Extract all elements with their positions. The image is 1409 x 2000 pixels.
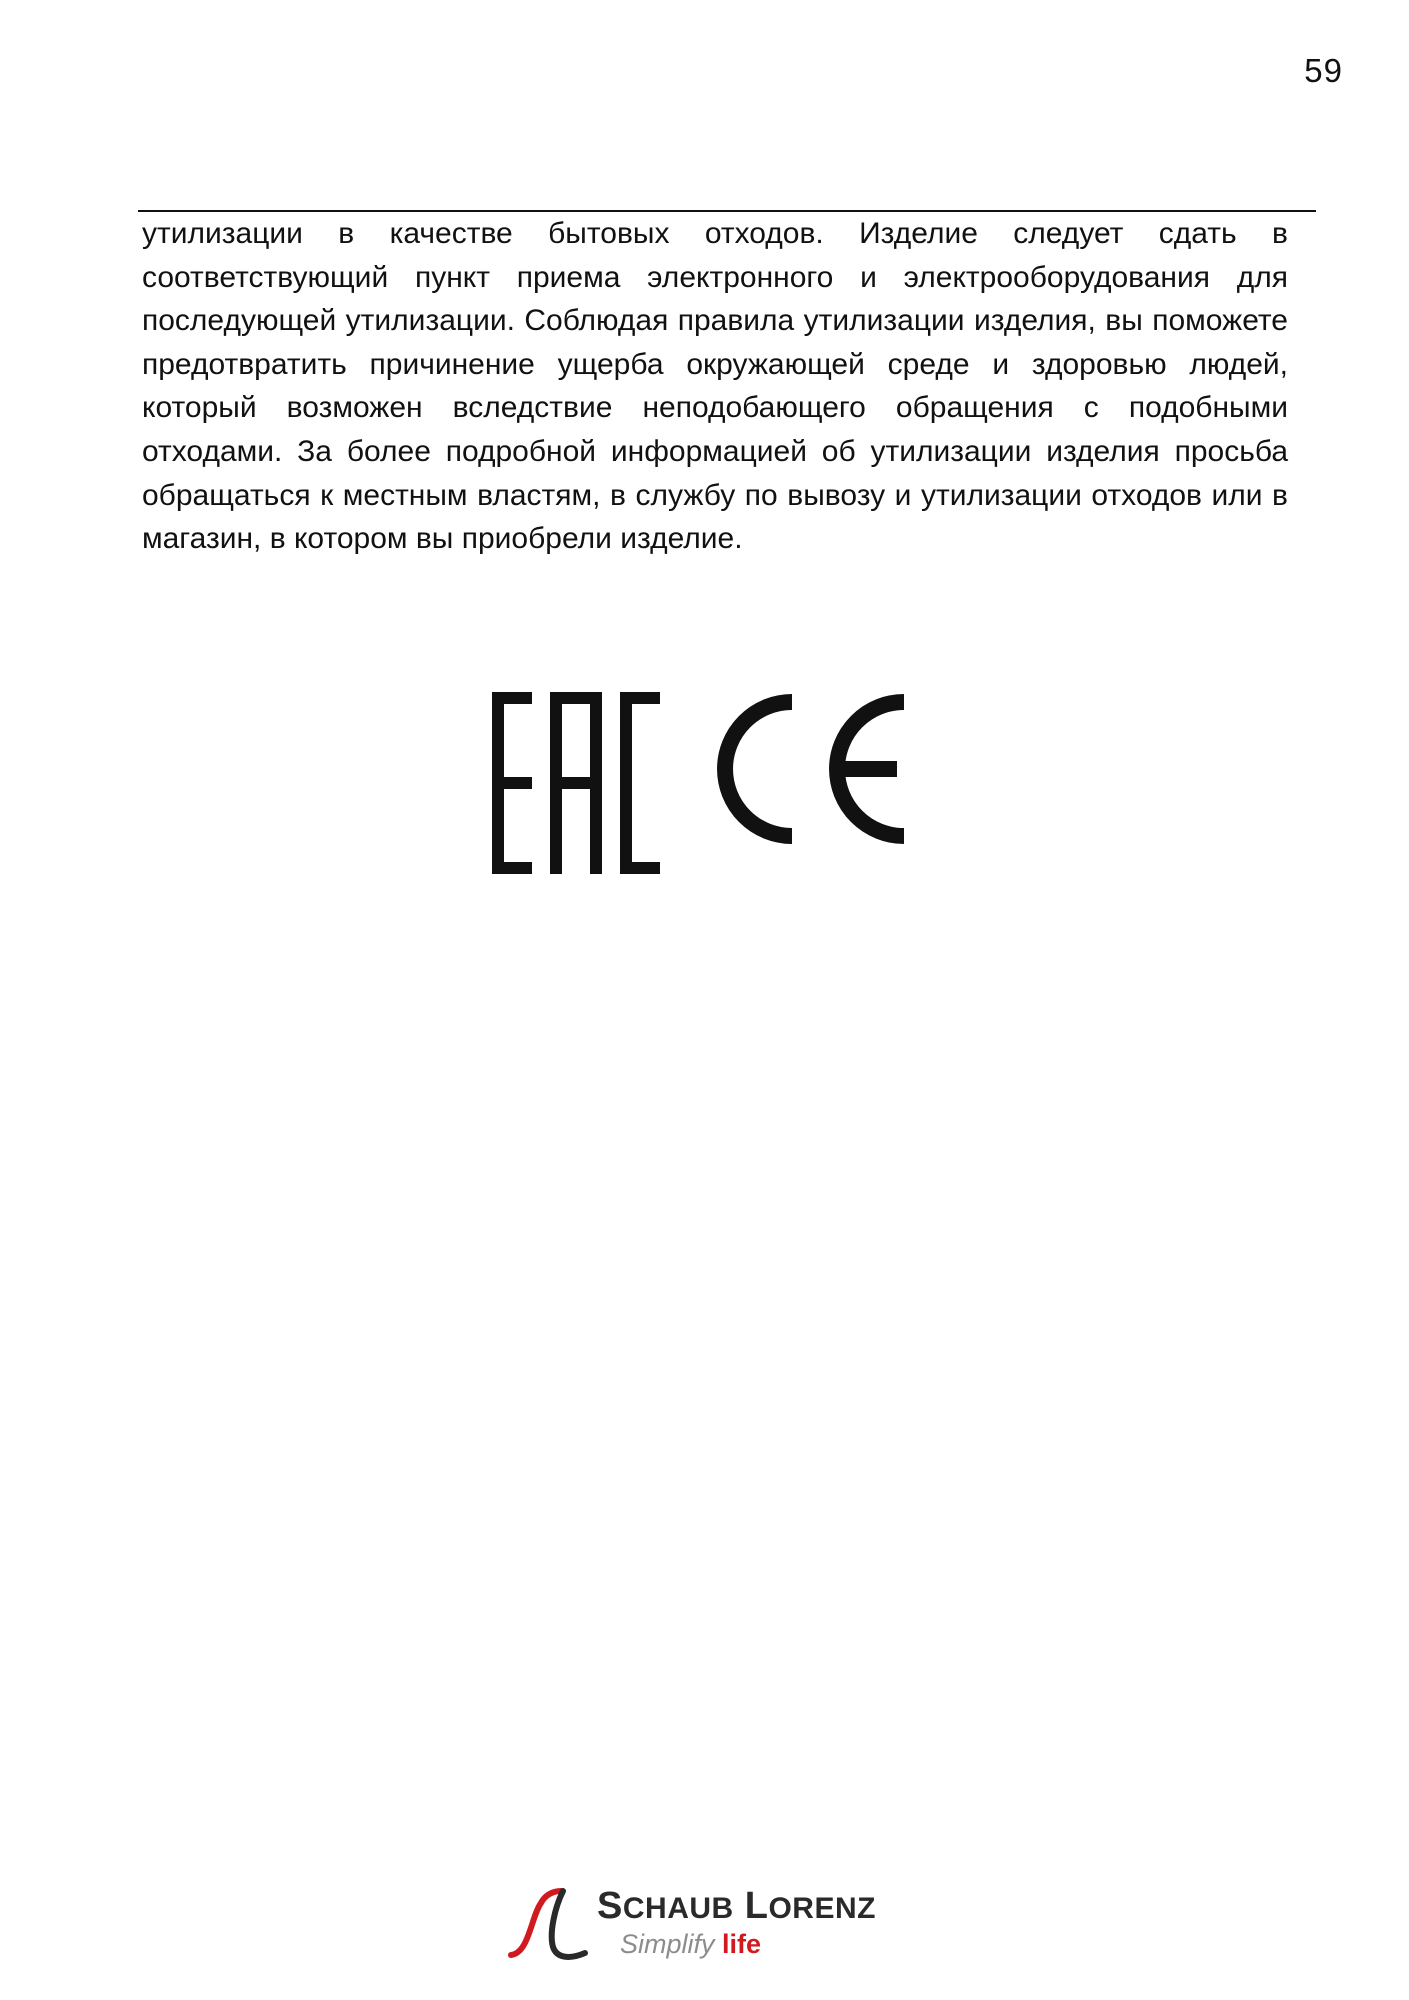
brand-tagline (620, 1929, 761, 1960)
brand-first-rest: CHAUB (622, 1892, 734, 1925)
ce-mark-icon (725, 702, 904, 836)
certification-marks (492, 692, 1012, 887)
brand-first-initial: S (597, 1885, 623, 1927)
tagline-simplify: Simplify (620, 1929, 715, 1959)
body-paragraph: утилизации в качестве бытовых отходов. Изделие следует сдать в соответствующий пункт приема электронного и электрооборудования для последующей утилизации. Соблюдая правила утилизации изделия, вы поможете предотвратить причинение ущерба окружающей среде и здоровью людей, который возможен вследствие неподобающего обращения с подобными отходами. За более подробной информацией об утилизации изделия просьба обращаться к местным властям, в службу по вывозу и утилизации отходов или в магазин, в котором вы приобрели изделие. (142, 217, 1288, 556)
schaub-lorenz-logo-icon (505, 1877, 595, 1967)
brand-second-rest: ORENZ (768, 1892, 876, 1925)
brand-footer (505, 1877, 925, 1967)
page-number: 59 (1304, 52, 1343, 89)
tagline-life: life (722, 1929, 762, 1959)
brand-second-initial: L (744, 1885, 769, 1927)
eac-mark-icon (492, 692, 660, 874)
brand-name (597, 1885, 876, 1928)
